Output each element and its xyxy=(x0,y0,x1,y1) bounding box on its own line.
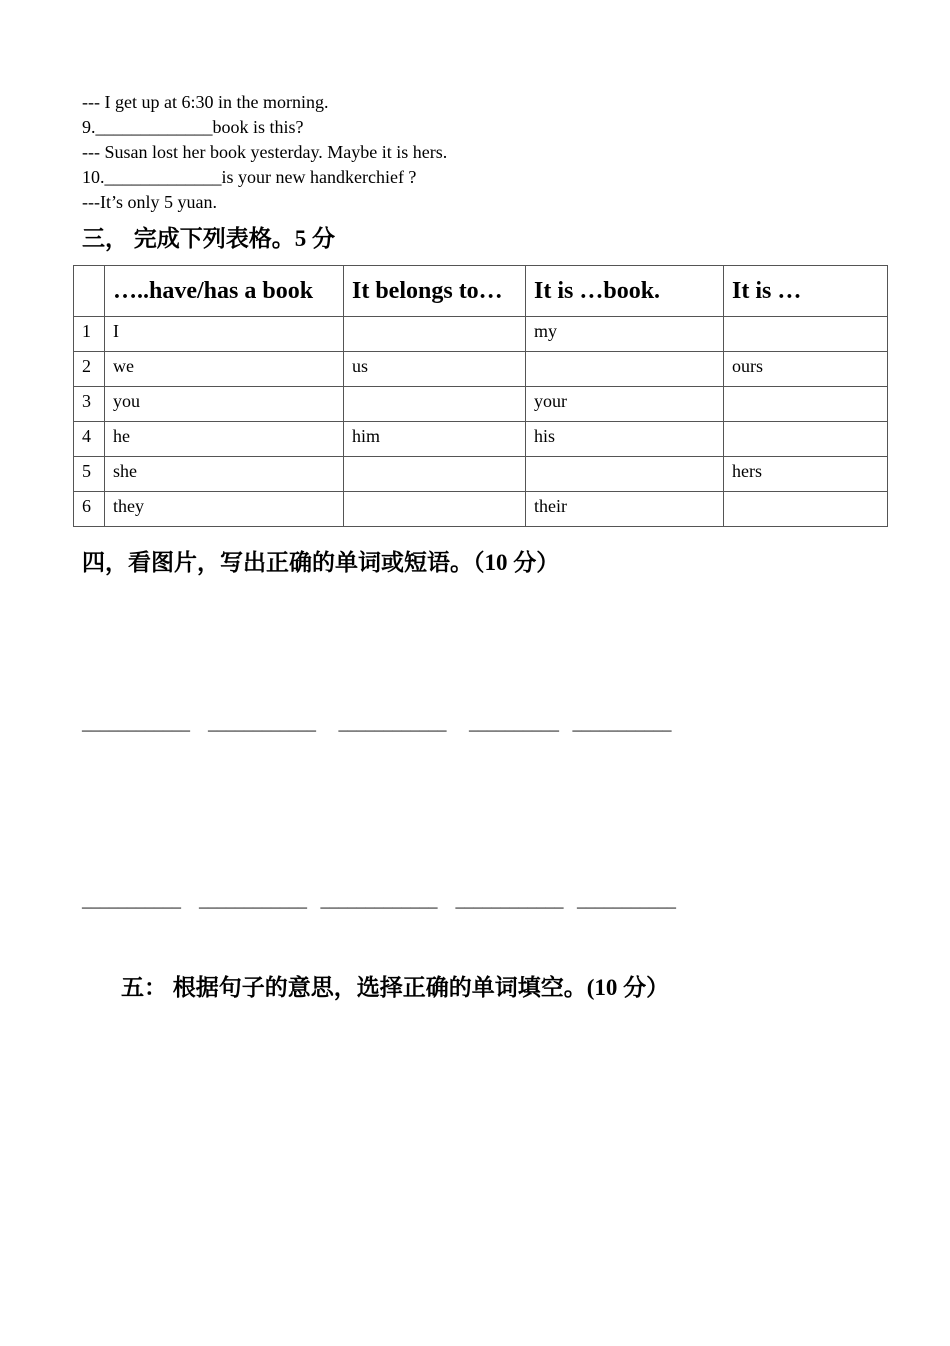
exercise-answer-line-10: ---It’s only 5 yuan. xyxy=(82,192,217,212)
table-cell: your xyxy=(526,387,724,422)
table-row xyxy=(74,422,888,457)
table-cell: they xyxy=(105,492,344,527)
table-cell xyxy=(526,457,724,492)
table-cell: my xyxy=(526,317,724,352)
table-cell: his xyxy=(526,422,724,457)
exercise-question-9: 9._____________book is this? xyxy=(82,117,304,137)
table-row xyxy=(74,387,888,422)
table-row xyxy=(74,457,888,492)
table-cell xyxy=(724,317,888,352)
table-cell xyxy=(724,387,888,422)
table-cell: hers xyxy=(724,457,888,492)
table-row xyxy=(74,317,888,352)
table-cell: 2 xyxy=(74,352,105,387)
exercise-question-10: 10._____________is your new handkerchief ? xyxy=(82,167,417,187)
table-cell: we xyxy=(105,352,344,387)
section-4-title: 四，看图片，写出正确的单词或短语。（10 分） xyxy=(82,550,560,575)
table-cell xyxy=(344,492,526,527)
exercise-answer-line-9: --- Susan lost her book yesterday. Maybe it is hers. xyxy=(82,142,448,162)
table-cell xyxy=(724,492,888,527)
table-cell: she xyxy=(105,457,344,492)
table-cell: you xyxy=(105,387,344,422)
table-cell xyxy=(724,422,888,457)
table-cell: 1 xyxy=(74,317,105,352)
exercise-answer-line-8: --- I get up at 6:30 in the morning. xyxy=(82,92,329,112)
table-header-number xyxy=(74,266,105,317)
section-3-title: 三， 完成下列表格。5 分 xyxy=(82,226,335,251)
table-cell xyxy=(526,352,724,387)
table-cell: 6 xyxy=(74,492,105,527)
table-cell: us xyxy=(344,352,526,387)
table-cell: I xyxy=(105,317,344,352)
table-cell: their xyxy=(526,492,724,527)
table-header-possessive-adjective: It is …book. xyxy=(526,266,724,317)
table-cell: 5 xyxy=(74,457,105,492)
table-header-object: It belongs to… xyxy=(344,266,526,317)
table-cell: ours xyxy=(724,352,888,387)
section-5-title: 五： 根据句子的意思，选择正确的单词填空。(10 分） xyxy=(121,975,670,1000)
answer-blanks-row-2: ___________ ____________ _____________ ____________ ___________ xyxy=(82,890,676,910)
table-cell xyxy=(344,317,526,352)
table-cell: 3 xyxy=(74,387,105,422)
table-row xyxy=(74,352,888,387)
table-header-possessive-pronoun: It is … xyxy=(724,266,888,317)
table-header-subject: …..have/has a book xyxy=(105,266,344,317)
answer-blanks-row-1: ____________ ____________ ____________ __________ ___________ xyxy=(82,713,672,733)
table-cell: 4 xyxy=(74,422,105,457)
pronoun-table xyxy=(73,265,888,527)
table-cell xyxy=(344,457,526,492)
table-header-row xyxy=(74,266,888,317)
table-row xyxy=(74,492,888,527)
table-cell xyxy=(344,387,526,422)
table-cell: he xyxy=(105,422,344,457)
table-cell: him xyxy=(344,422,526,457)
